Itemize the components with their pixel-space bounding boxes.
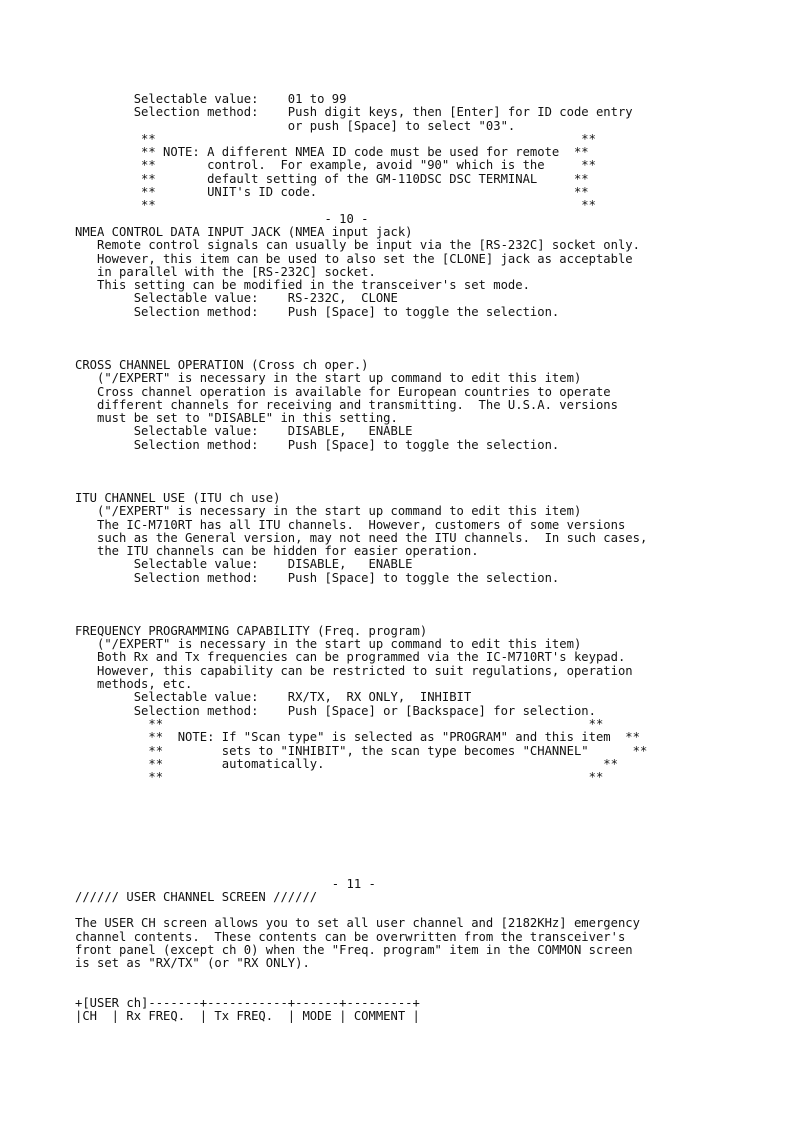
blank-line	[75, 784, 647, 797]
blank-line	[75, 838, 647, 851]
text-line: - 10 -	[75, 211, 369, 226]
text-line: ** **	[75, 198, 596, 213]
blank-line	[75, 585, 647, 598]
text-line: ** UNIT's ID code. **	[75, 185, 589, 200]
blank-line	[75, 811, 647, 824]
text-line: front panel (except ch 0) when the "Freq. program" item in the COMMON screen	[75, 943, 633, 957]
text-line: ** sets to "INHIBIT", the scan type becomes "CHANNEL" **	[75, 743, 648, 758]
text-line: However, this capability can be restricted to suit regulations, operation	[75, 663, 633, 678]
text-line: CROSS CHANNEL OPERATION (Cross ch oper.)	[75, 357, 369, 372]
text-line: +[USER ch]-------+-----------+------+---------+	[75, 996, 420, 1011]
text-line: ** default setting of the GM-110DSC DSC TERMINAL **	[75, 171, 589, 186]
section-nmea-jack	[75, 226, 647, 319]
section-page-10	[75, 213, 647, 226]
text-line: Selectable value: 01 to 99	[75, 92, 347, 106]
text-line: Selectable value: DISABLE, ENABLE	[75, 424, 413, 439]
blank-line	[75, 319, 647, 332]
blank-line	[75, 904, 647, 917]
text-line: FREQUENCY PROGRAMMING CAPABILITY (Freq. program)	[75, 623, 428, 638]
text-line: ("/EXPERT" is necessary in the start up command to edit this item)	[75, 637, 582, 652]
text-line: Selection method: Push [Space] to toggle the selection.	[75, 437, 560, 452]
text-line: Selection method: Push digit keys, then [Enter] for ID code entry	[75, 105, 633, 120]
text-line: ** NOTE: If "Scan type" is selected as "PROGRAM" and this item **	[75, 730, 640, 745]
blank-line	[75, 452, 647, 465]
blank-line	[75, 984, 647, 997]
document-page	[75, 93, 647, 1024]
blank-line	[75, 612, 647, 625]
text-line: ** NOTE: A different NMEA ID code must be used for remote **	[75, 145, 589, 160]
text-line: Remote control signals can usually be input via the [RS-232C] socket only.	[75, 238, 640, 253]
text-line: different channels for receiving and transmitting. The U.S.A. versions	[75, 397, 618, 412]
text-line: Selectable value: RX/TX, RX ONLY, INHIBIT	[75, 690, 472, 705]
text-line: ** **	[75, 716, 604, 731]
section-page-11	[75, 878, 647, 905]
text-line: ////// USER CHANNEL SCREEN //////	[75, 889, 318, 904]
text-line: ** **	[75, 770, 604, 785]
section-table-head	[75, 997, 647, 1024]
text-line: Selection method: Push [Space] to toggle the selection.	[75, 304, 560, 319]
text-line: such as the General version, may not need the ITU channels. In such cases,	[75, 530, 648, 545]
text-line: channel contents. These contents can be overwritten from the transceiver's	[75, 929, 626, 944]
text-line: in parallel with the [RS-232C] socket.	[75, 264, 376, 279]
section-freq-prog	[75, 625, 647, 785]
text-line: - 11 -	[75, 876, 376, 891]
section-cross-channel	[75, 359, 647, 452]
text-line: ** automatically. **	[75, 756, 618, 771]
text-line: or push [Space] to select "03".	[75, 118, 516, 133]
text-line: Both Rx and Tx frequencies can be programmed via the IC-M710RT's keypad.	[75, 650, 626, 665]
blank-line	[75, 971, 647, 984]
section-id-code	[75, 93, 647, 213]
text-line: ITU CHANNEL USE (ITU ch use)	[75, 490, 281, 505]
text-line: Cross channel operation is available for European countries to operate	[75, 384, 611, 399]
text-line: |CH | Rx FREQ. | Tx FREQ. | MODE | COMMENT |	[75, 1009, 420, 1024]
text-line: must be set to "DISABLE" in this setting.	[75, 411, 398, 426]
blank-line	[75, 851, 647, 864]
section-user-ch	[75, 917, 647, 970]
section-itu-channel	[75, 492, 647, 585]
blank-line	[75, 798, 647, 811]
text-line: ** **	[75, 131, 596, 146]
text-line: Selection method: Push [Space] to toggle the selection.	[75, 570, 560, 585]
text-line: methods, etc.	[75, 677, 193, 692]
text-line: the ITU channels can be hidden for easier operation.	[75, 544, 479, 559]
blank-line	[75, 824, 647, 837]
blank-line	[75, 332, 647, 345]
text-line: The USER CH screen allows you to set all user channel and [2182KHz] emergency	[75, 916, 640, 931]
text-line: NMEA CONTROL DATA INPUT JACK (NMEA input jack)	[75, 224, 413, 239]
blank-line	[75, 598, 647, 611]
blank-line	[75, 864, 647, 877]
text-line: is set as "RX/TX" (or "RX ONLY).	[75, 956, 310, 971]
text-line: ("/EXPERT" is necessary in the start up command to edit this item)	[75, 504, 582, 519]
blank-line	[75, 479, 647, 492]
text-line: This setting can be modified in the transceiver's set mode.	[75, 278, 530, 293]
text-line: Selectable value: DISABLE, ENABLE	[75, 557, 413, 572]
text-line: ** control. For example, avoid "90" which is the **	[75, 158, 596, 173]
text-line: Selection method: Push [Space] or [Backspace] for selection.	[75, 703, 596, 718]
text-line: Selectable value: RS-232C, CLONE	[75, 291, 398, 306]
text-line: The IC-M710RT has all ITU channels. However, customers of some versions	[75, 517, 626, 532]
blank-line	[75, 346, 647, 359]
blank-line	[75, 465, 647, 478]
text-line: ("/EXPERT" is necessary in the start up command to edit this item)	[75, 371, 582, 386]
text-line: However, this item can be used to also set the [CLONE] jack as acceptable	[75, 251, 633, 266]
